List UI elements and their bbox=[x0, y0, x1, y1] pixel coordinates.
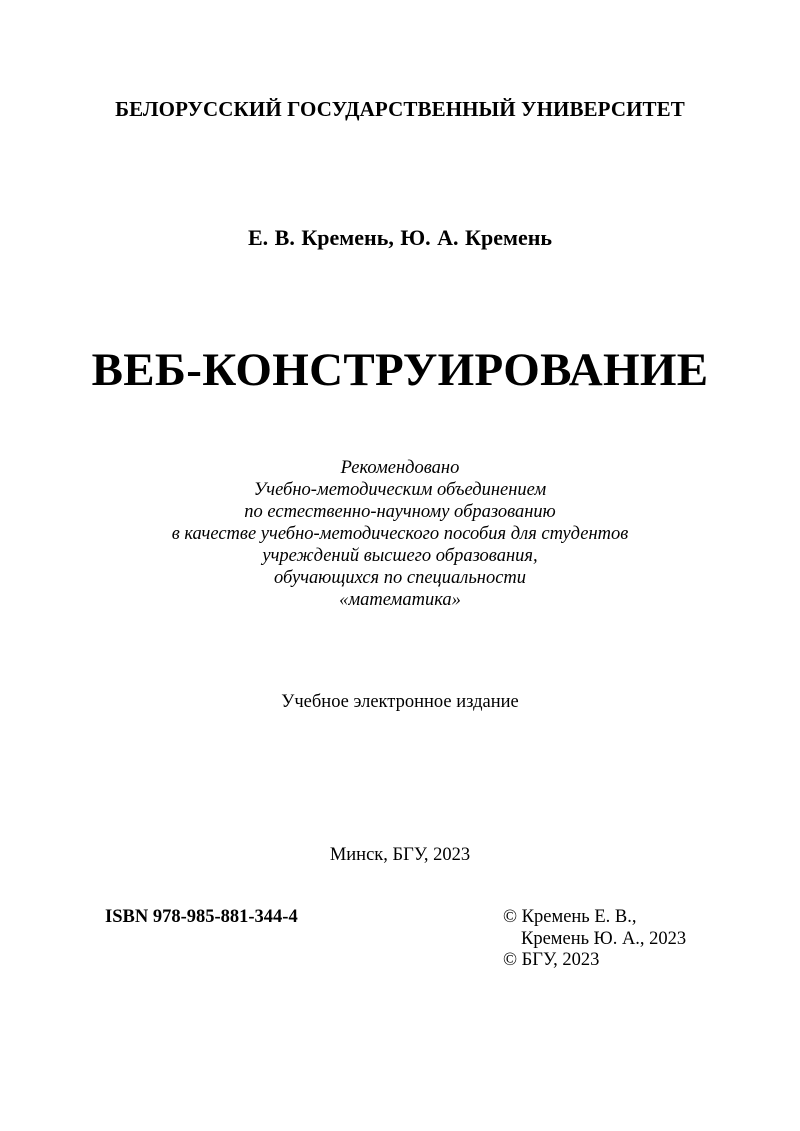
university-name: БЕЛОРУССКИЙ ГОСУДАРСТВЕННЫЙ УНИВЕРСИТЕТ bbox=[115, 97, 685, 121]
copyright-line: © БГУ, 2023 bbox=[503, 950, 600, 970]
recommendation-line: обучающихся по специальности bbox=[273, 568, 527, 588]
recommendation-line: в качестве учебно-методического пособия для студентов bbox=[171, 524, 629, 544]
isbn: ISBN 978-985-881-344-4 bbox=[105, 907, 298, 927]
recommendation-line: по естественно-научному образованию bbox=[244, 502, 556, 522]
recommendation-line: учреждений высшего образования, bbox=[262, 546, 538, 566]
edition-type: Учебное электронное издание bbox=[281, 692, 519, 712]
recommendation-block bbox=[0, 457, 800, 611]
recommendation-line: «математика» bbox=[339, 590, 461, 610]
copyright-line: © Кремень Е. В., bbox=[503, 907, 637, 927]
authors: Е. В. Кремень, Ю. А. Кремень bbox=[247, 225, 553, 250]
book-title: ВЕБ-КОНСТРУИРОВАНИЕ bbox=[91, 344, 709, 396]
imprint: Минск, БГУ, 2023 bbox=[329, 845, 471, 865]
recommendation-line: Учебно-методическим объединением bbox=[253, 480, 547, 500]
recommendation-line: Рекомендовано bbox=[340, 458, 460, 478]
copyright-line: Кремень Ю. А., 2023 bbox=[521, 928, 687, 949]
copyright-block bbox=[503, 907, 686, 972]
